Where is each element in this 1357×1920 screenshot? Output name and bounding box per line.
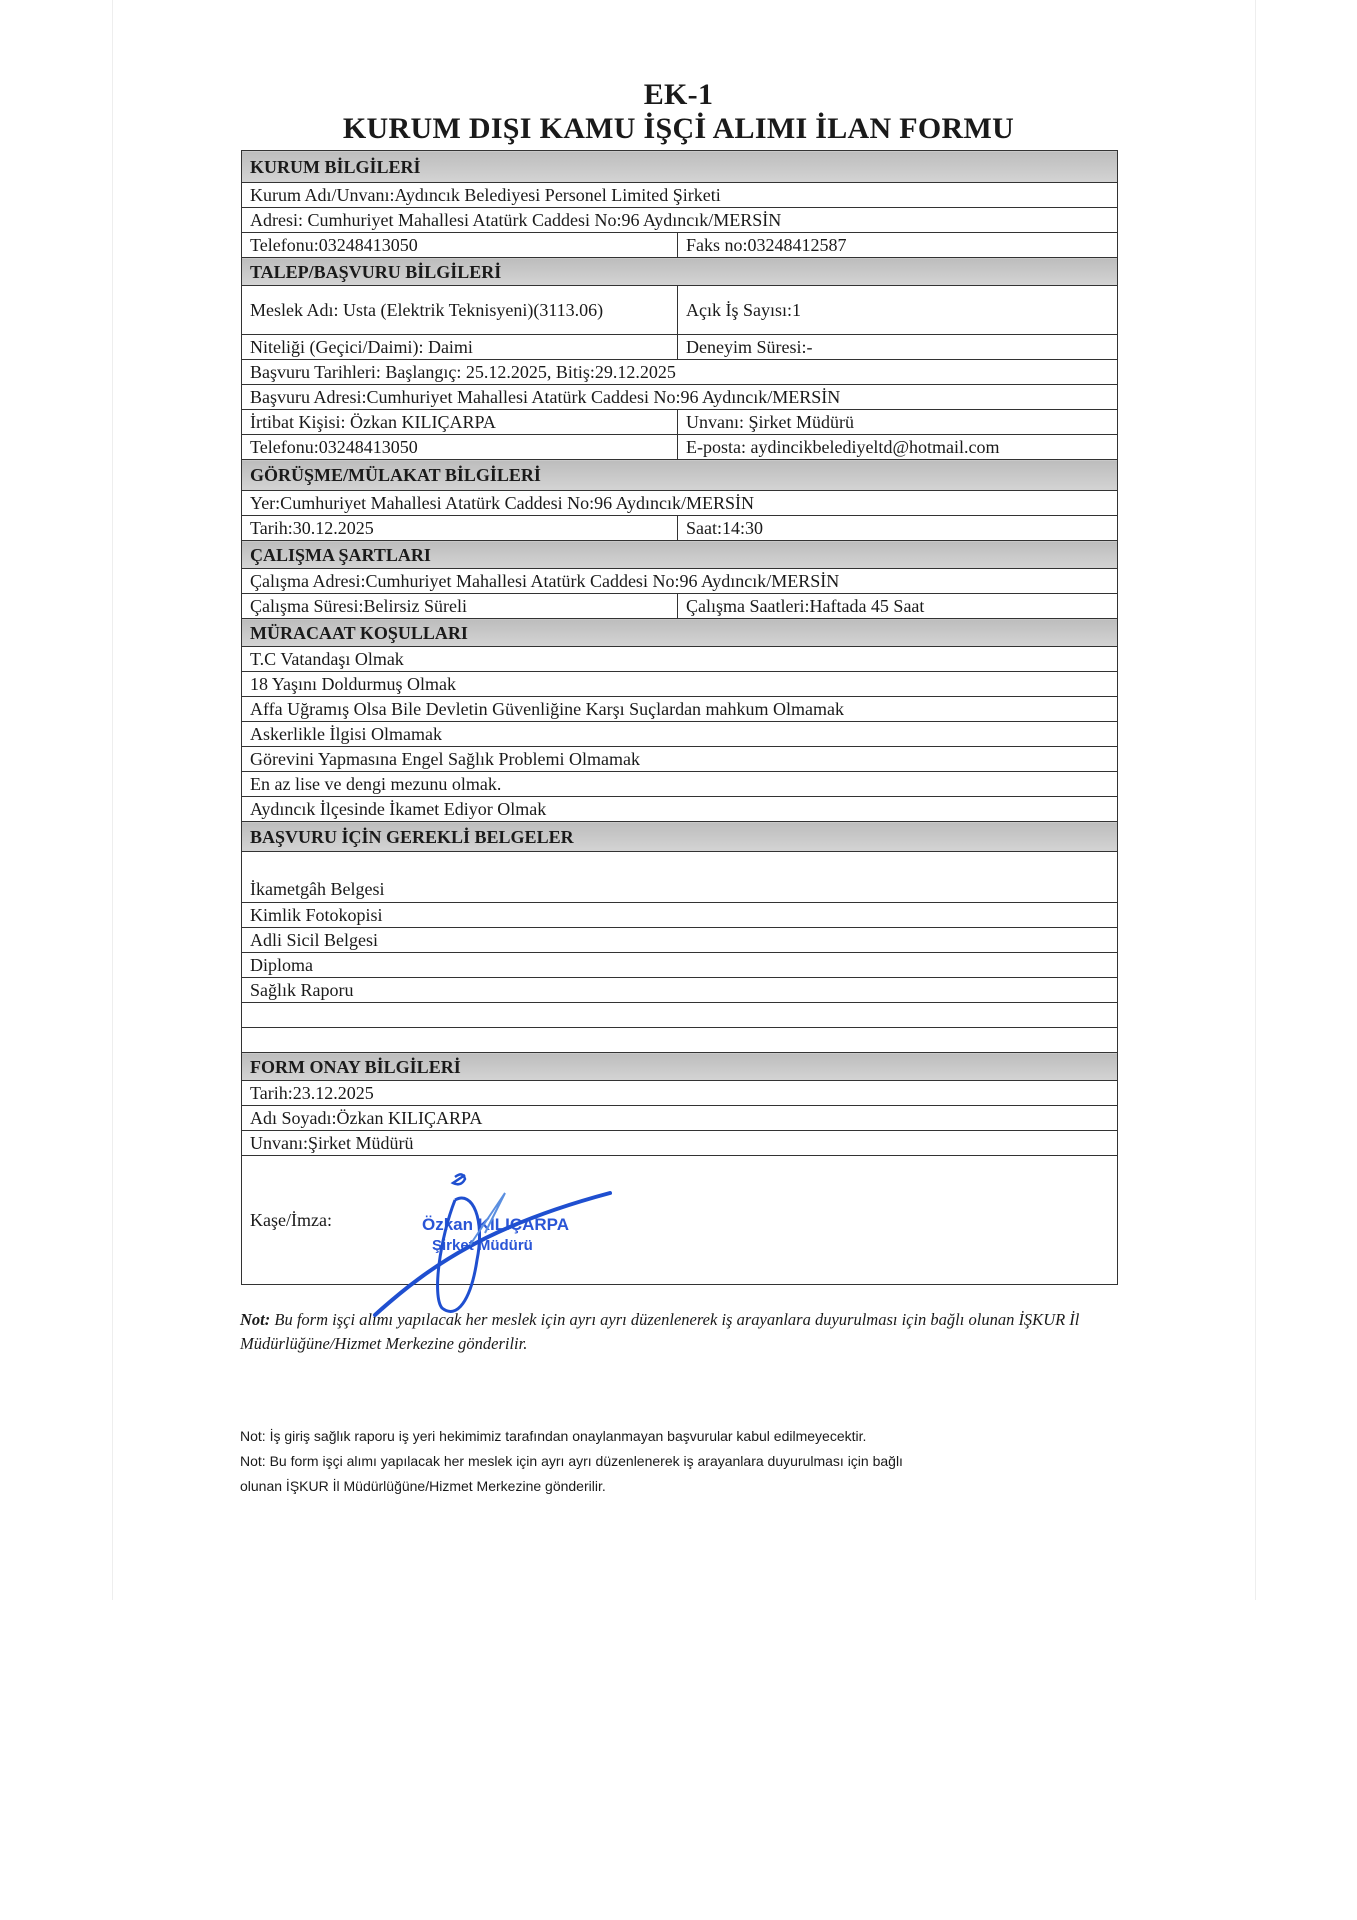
scan-edge — [1255, 0, 1256, 1600]
form-note — [240, 1308, 1120, 1356]
page-title: KURUM DIŞI KAMU İŞÇİ ALIMI İLAN FORMU — [342, 112, 1015, 145]
document-item: İkametgâh Belgesi — [242, 852, 1118, 903]
work-address: Çalışma Adresi:Cumhuriyet Mahallesi Atatürk Caddesi No:96 Aydıncık/MERSİN — [242, 569, 1118, 594]
institution-phone: Telefonu:03248413050 — [242, 233, 678, 258]
application-address: Başvuru Adresi:Cumhuriyet Mahallesi Atatürk Caddesi No:96 Aydıncık/MERSİN — [242, 385, 1118, 410]
extra-note-1: Not: İş giriş sağlık raporu iş yeri hekimimiz tarafından onaylanmayan başvurular kabul edilmeyecektir. — [240, 1428, 867, 1444]
approval-date: Tarih:23.12.2025 — [242, 1081, 1118, 1106]
section-heading-talep: TALEP/BAŞVURU BİLGİLERİ — [242, 258, 1118, 286]
job-nature: Niteliği (Geçici/Daimi): Daimi — [242, 335, 678, 360]
work-hours: Çalışma Saatleri:Haftada 45 Saat — [678, 594, 1118, 619]
contact-person: İrtibat Kişisi: Özkan KILIÇARPA — [242, 410, 678, 435]
document-item: Diploma — [242, 953, 1118, 978]
requirement-item: En az lise ve dengi mezunu olmak. — [242, 772, 1118, 797]
section-heading-calisma: ÇALIŞMA ŞARTLARI — [242, 541, 1118, 569]
contact-title: Unvanı: Şirket Müdürü — [678, 410, 1118, 435]
stamp-signature-label: Kaşe/İmza: — [250, 1210, 332, 1230]
interview-time: Saat:14:30 — [678, 516, 1118, 541]
interview-date: Tarih:30.12.2025 — [242, 516, 678, 541]
requirement-item: T.C Vatandaşı Olmak — [242, 647, 1118, 672]
section-heading-kurum: KURUM BİLGİLERİ — [242, 151, 1118, 183]
application-dates: Başvuru Tarihleri: Başlangıç: 25.12.2025, Bitiş:29.12.2025 — [242, 360, 1118, 385]
document-item: Kimlik Fotokopisi — [242, 903, 1118, 928]
profession: Meslek Adı: Usta (Elektrik Teknisyeni)(3113.06) — [242, 286, 678, 335]
requirement-item: Affa Uğramış Olsa Bile Devletin Güvenliğine Karşı Suçlardan mahkum Olmamak — [242, 697, 1118, 722]
requirement-item: Görevini Yapmasına Engel Sağlık Problemi Olmamak — [242, 747, 1118, 772]
empty-row — [242, 1028, 1118, 1053]
signature-stamp — [360, 1165, 660, 1325]
requirement-item: Askerlikle İlgisi Olmamak — [242, 722, 1118, 747]
contact-email: E-posta: aydincikbelediyeltd@hotmail.com — [678, 435, 1118, 460]
form-note-text: Bu form işçi alımı yapılacak her meslek için ayrı ayrı düzenlenerek iş arayanlara duyurulması için bağlı olunan İŞKUR İl Müdürlüğüne/Hizmet Merkezine gönderilir. — [240, 1310, 1080, 1353]
institution-name: Kurum Adı/Unvanı:Aydıncık Belediyesi Personel Limited Şirketi — [242, 183, 1118, 208]
contact-phone: Telefonu:03248413050 — [242, 435, 678, 460]
signature-stroke — [453, 1174, 465, 1184]
section-heading-gorusme: GÖRÜŞME/MÜLAKAT BİLGİLERİ — [242, 460, 1118, 491]
section-heading-belgeler: BAŞVURU İÇİN GEREKLİ BELGELER — [242, 822, 1118, 852]
requirement-item: Aydıncık İlçesinde İkamet Ediyor Olmak — [242, 797, 1118, 822]
extra-note-3: olunan İŞKUR İl Müdürlüğüne/Hizmet Merkezine gönderilir. — [240, 1478, 606, 1494]
document-item: Sağlık Raporu — [242, 978, 1118, 1003]
stamp-title: Şirket Müdürü — [432, 1237, 533, 1254]
section-heading-muracaat: MÜRACAAT KOŞULLARI — [242, 619, 1118, 647]
section-heading-onay: FORM ONAY BİLGİLERİ — [242, 1053, 1118, 1081]
approver-title: Unvanı:Şirket Müdürü — [242, 1131, 1118, 1156]
empty-row — [242, 1003, 1118, 1028]
scan-edge — [112, 0, 113, 1600]
approver-name: Adı Soyadı:Özkan KILIÇARPA — [242, 1106, 1118, 1131]
extra-note-2: Not: Bu form işçi alımı yapılacak her meslek için ayrı ayrı düzenlenerek iş arayanlara duyurulması için bağlı — [240, 1453, 903, 1469]
open-positions: Açık İş Sayısı:1 — [678, 286, 1118, 335]
work-duration: Çalışma Süresi:Belirsiz Süreli — [242, 594, 678, 619]
experience: Deneyim Süresi:- — [678, 335, 1118, 360]
document-item: Adli Sicil Belgesi — [242, 928, 1118, 953]
stamp-name: Özkan KILIÇARPA — [422, 1215, 570, 1234]
institution-fax: Faks no:03248412587 — [678, 233, 1118, 258]
interview-place: Yer:Cumhuriyet Mahallesi Atatürk Caddesi No:96 Aydıncık/MERSİN — [242, 491, 1118, 516]
institution-address: Adresi: Cumhuriyet Mahallesi Atatürk Caddesi No:96 Aydıncık/MERSİN — [242, 208, 1118, 233]
announcement-form-table — [241, 150, 1118, 1285]
form-note-label: Not: — [240, 1310, 271, 1329]
requirement-item: 18 Yaşını Doldurmuş Olmak — [242, 672, 1118, 697]
annex-label: EK-1 — [643, 78, 714, 111]
